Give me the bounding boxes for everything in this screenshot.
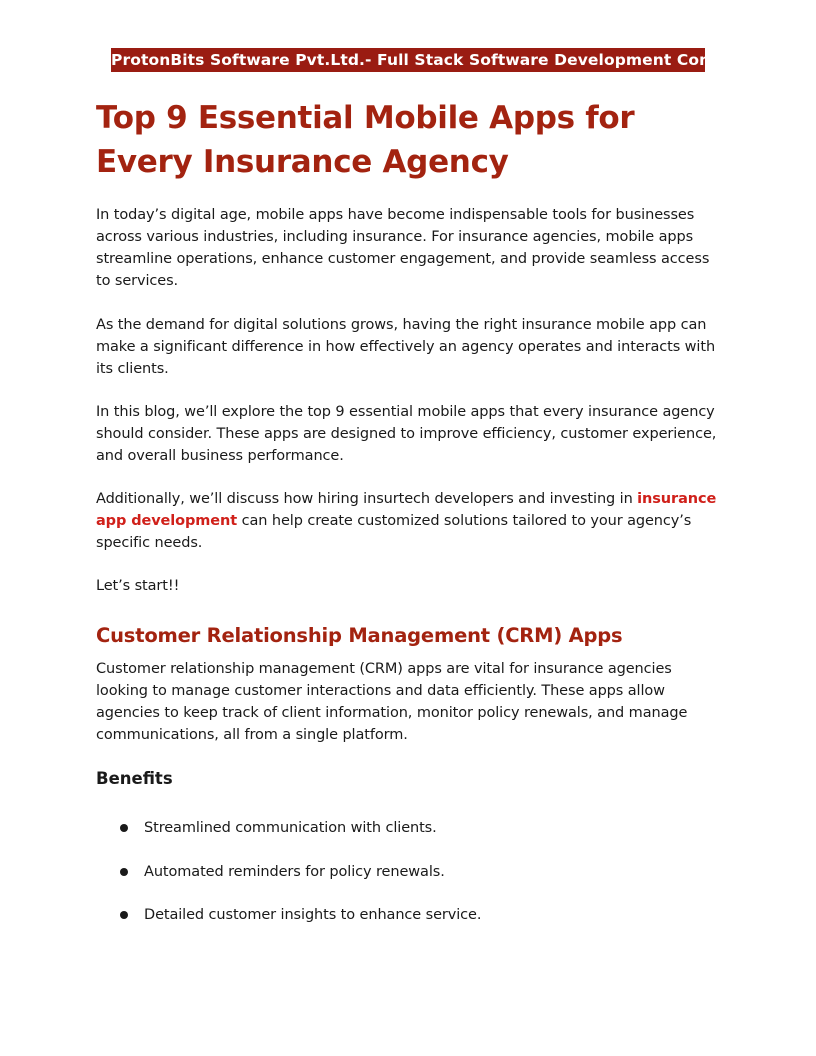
section-crm-body: Customer relationship management (CRM) apps are vital for insurance agencies looking to manage customer interactions and data efficiently. These apps allow agencies to keep track of client information, monitor policy renewals, and manage communications, all from a single platform. [96, 661, 688, 743]
insurance-app-development-link[interactable]: insurance app development [96, 491, 717, 529]
benefits-heading: Benefits [96, 769, 173, 788]
benefit-item-text: Automated reminders for policy renewals. [144, 863, 445, 880]
benefit-item [96, 861, 716, 883]
intro-paragraph-4 [96, 488, 724, 554]
section-heading-crm: Customer Relationship Management (CRM) Apps [96, 624, 623, 647]
intro-paragraph-5: Let’s start!! [96, 578, 180, 594]
benefit-item [96, 817, 716, 839]
benefits-list [96, 817, 716, 948]
intro-paragraph-4-text-before: Additionally, we’ll discuss how hiring insurtech developers and investing in [96, 491, 638, 507]
company-banner: ProtonBits Software Pvt.Ltd.- Full Stack Software Development Company [111, 48, 705, 72]
intro-paragraph-2: As the demand for digital solutions grows, having the right insurance mobile app can make a significant difference in how effectively an agency operates and interacts with its clients. [96, 317, 716, 377]
bullet-icon [120, 911, 128, 919]
bullet-icon [120, 868, 128, 876]
benefit-item-text: Detailed customer insights to enhance service. [144, 907, 482, 923]
intro-paragraph-3: In this blog, we’ll explore the top 9 essential mobile apps that every insurance agency should consider. These apps are designed to improve efficiency, customer experience, and overall business performance. [96, 404, 717, 464]
intro-paragraph-1: In today’s digital age, mobile apps have become indispensable tools for businesses across various industries, including insurance. For insurance agencies, mobile apps streamline operations, enhance customer engagement, and provide seamless access to services. [96, 207, 710, 289]
benefit-item [96, 904, 716, 926]
benefit-item-text: Streamlined communication with clients. [144, 820, 437, 836]
bullet-icon [120, 824, 128, 832]
intro-paragraph-4-text-after: can help create customized solutions tailored to your agency’s specific needs. [96, 513, 692, 551]
page-title: Top 9 Essential Mobile Apps for Every Insurance Agency [96, 100, 635, 180]
